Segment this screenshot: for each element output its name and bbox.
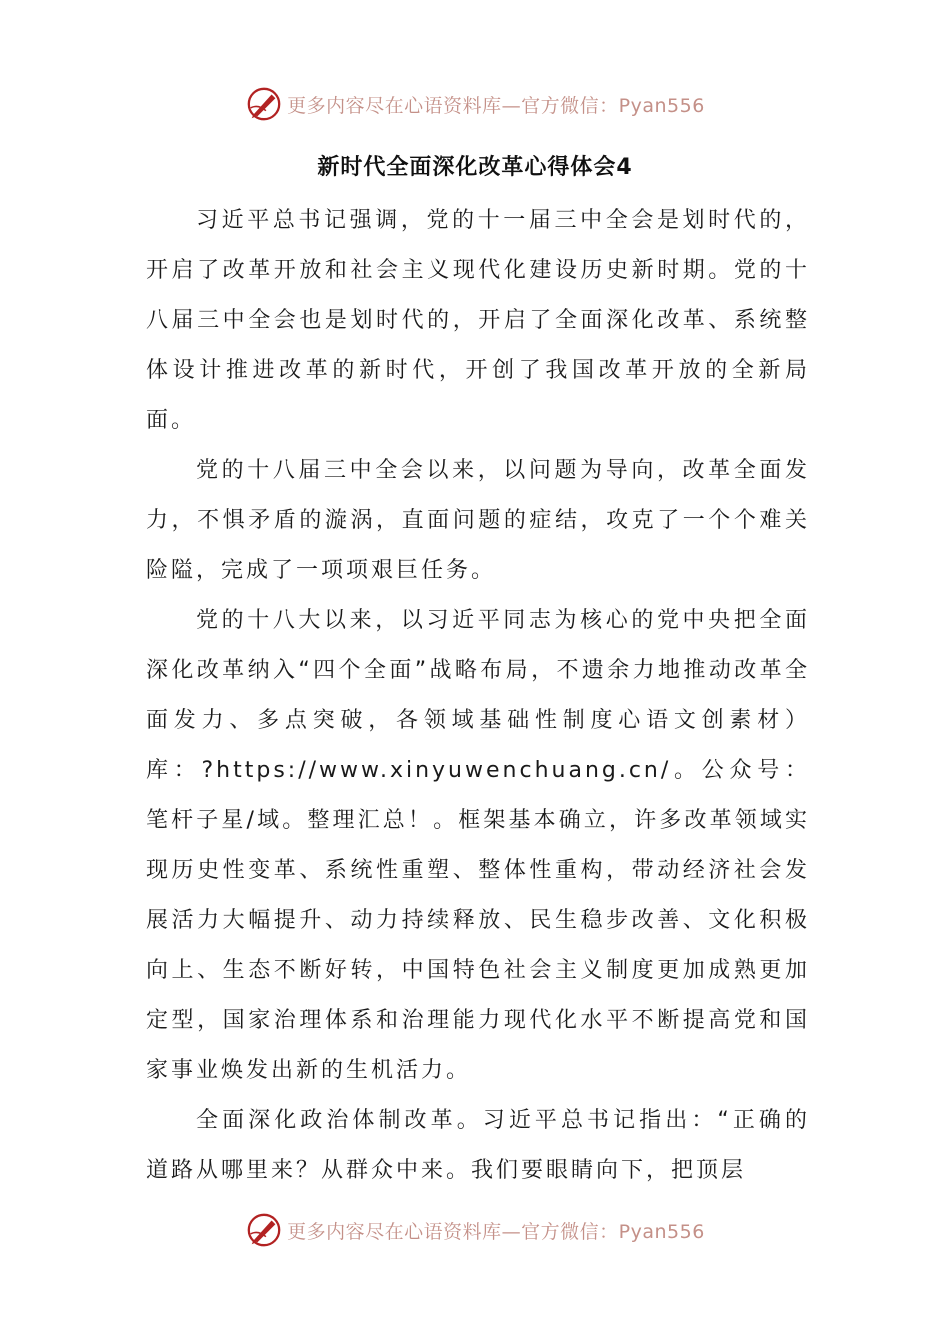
footer-banner [0, 1208, 950, 1252]
banner-text [287, 1217, 705, 1244]
banner-contact: 官方微信：Pyan556 [521, 1220, 705, 1243]
banner-promo: 更多内容尽在心语资料库— [287, 1220, 522, 1243]
banner-text [287, 91, 705, 118]
pen-logo-icon [245, 85, 283, 123]
paragraph-4: 全面深化政治体制改革。习近平总书记指出：“正确的道路从哪里来？从群众中来。我们要眼睛向下，把顶层 [146, 1108, 810, 1183]
paragraph-2: 党的十八届三中全会以来，以问题为导向，改革全面发力，不惧矛盾的漩涡，直面问题的症结，攻克了一个个难关险隘，完成了一项项艰巨任务。 [146, 458, 810, 583]
header-banner [0, 82, 950, 126]
banner-contact: 官方微信：Pyan556 [521, 94, 705, 117]
document-title: 新时代全面深化改革心得体会4 [317, 155, 633, 180]
paragraph-3: 党的十八大以来，以习近平同志为核心的党中央把全面深化改革纳入“四个全面”战略布局，不遗余力地推动改革全面发力、多点突破，各领域基础性制度心语文创素材）库：?https://www.xinyuwenchuang.cn/。公众号：笔杆子星/域。整理汇总！。框架基本确立，许多改革领域实现历史性变革、系统性重塑、整体性重构，带动经济社会发展活力大幅提升、动力持续释放、民生稳步改善、文化积极向上、生态不断好转，中国特色社会主义制度更加成熟更加定型，国家治理体系和治理能力现代化水平不断提高党和国家事业焕发出新的生机活力。 [146, 608, 810, 1083]
banner-promo: 更多内容尽在心语资料库— [287, 94, 522, 117]
document-body [146, 196, 810, 1196]
paragraph-1: 习近平总书记强调，党的十一届三中全会是划时代的，开启了改革开放和社会主义现代化建设历史新时期。党的十八届三中全会也是划时代的，开启了全面深化改革、系统整体设计推进改革的新时代，开创了我国改革开放的全新局面。 [146, 208, 810, 433]
pen-logo-icon [245, 1211, 283, 1249]
